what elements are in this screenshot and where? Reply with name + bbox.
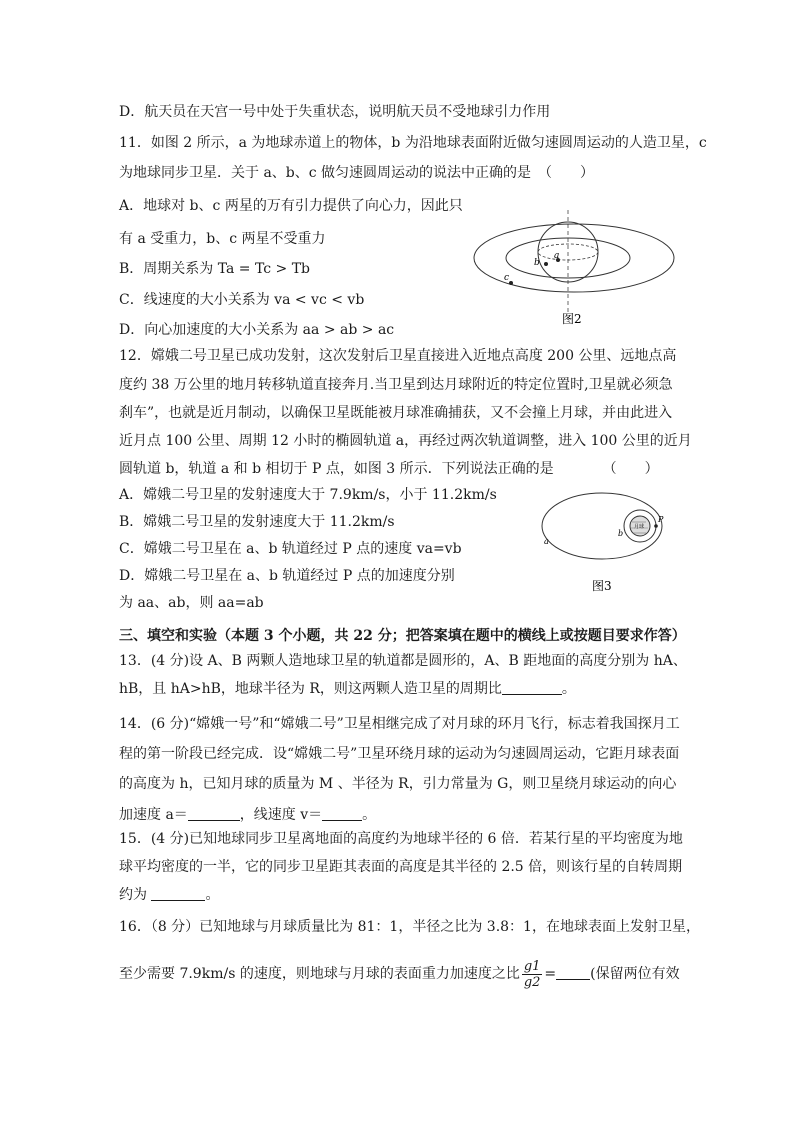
q12-stem-line1: 12．嫦娥二号卫星已成功发射，这次发射后卫星直接进入近地点高度 200 公里、远地点高 xyxy=(119,348,677,364)
q11-option-a-line1: A．地球对 b、c 两星的万有引力提供了向心力，因此只 xyxy=(119,198,463,214)
q13-line1: 13．(4 分)设 A、B 两颗人造地球卫星的轨道都是圆形的，A、B 距地面的高度分别为 hA、 xyxy=(119,653,687,669)
q12-stem-line5: 圆轨道 b，轨道 a 和 b 相切于 P 点，如图 3 所示．下列说法正确的是 （ ） xyxy=(119,461,659,477)
q13-answer-blank[interactable] xyxy=(502,680,562,695)
q14-line4 xyxy=(119,806,376,824)
q12-stem-line3: 刹车”，也就是近月制动，以确保卫星既能被月球准确捕获，又不会撞上月球，并由此进入 xyxy=(119,405,673,421)
q16-frac-den: g2 xyxy=(523,974,541,990)
fig2-label-b: b xyxy=(534,258,540,268)
q12-stem-line2: 度约 38 万公里的地月转移轨道直接奔月.当卫星到达月球附近的特定位置时,卫星就必须急 xyxy=(119,377,673,393)
q15-line1: 15．(4 分)已知地球同步卫星离地面的高度约为地球半径的 6 倍．若某行星的平均密度为地 xyxy=(119,831,683,847)
q14-line4a: 加速度 a＝ xyxy=(119,807,188,823)
q12-stem-line4: 近月点 100 公里、周期 12 小时的椭圆轨道 a，再经过两次轨道调整，进入 100 公里的近月 xyxy=(119,433,692,449)
q11-option-c: C．线速度的大小关系为 va < vc < vb xyxy=(119,292,365,308)
q14-velocity-blank[interactable] xyxy=(322,806,362,821)
q12-option-b: B．嫦娥二号卫星的发射速度大于 11.2km/s xyxy=(119,514,395,530)
q16-line2a: 至少需要 7.9km/s 的速度，则地球与月球的表面重力加速度之比 xyxy=(119,966,520,982)
q15-line2: 球平均密度的一半，它的同步卫星距其表面的高度是其半径的 2.5 倍，则该行星的自转周期 xyxy=(119,859,683,875)
q13-line2-text: hB，且 hA>hB，地球半径为 R，则这两颗人造卫星的周期比 xyxy=(119,681,502,697)
figure-3-moon-orbits xyxy=(538,488,668,598)
fig3-label-moon: 月球 xyxy=(634,524,645,530)
q14-line2: 程的第一阶段已经完成．设“嫦娥二号”卫星环绕月球的运动为匀速圆周运动，它距月球表面 xyxy=(119,746,680,762)
q10-option-d: D．航天员在天宫一号中处于失重状态，说明航天员不受地球引力作用 xyxy=(119,104,551,120)
fig2-caption: 图2 xyxy=(562,312,582,326)
q12-option-a: A．嫦娥二号卫星的发射速度大于 7.9km/s，小于 11.2km/s xyxy=(119,487,497,503)
q16-answer-blank[interactable] xyxy=(556,965,590,980)
fig2-label-a: a xyxy=(554,251,560,261)
fig3-label-b: b xyxy=(618,529,624,538)
fig2-label-c: c xyxy=(504,273,510,283)
q11-stem-line2: 为地球同步卫星．关于 a、b、c 做匀速圆周运动的说法中正确的是 （ ） xyxy=(119,165,595,181)
q12-option-d-line2: 为 aa、ab，则 aa=ab xyxy=(119,595,264,611)
fig3-label-a: a xyxy=(544,537,549,546)
q13-line2-end: 。 xyxy=(561,681,576,697)
fig3-caption: 图3 xyxy=(592,579,612,593)
q15-line3-end: 。 xyxy=(205,887,220,903)
q12-option-c: C．嫦娥二号卫星在 a、b 轨道经过 P 点的速度 va=vb xyxy=(119,541,462,557)
q14-accel-blank[interactable] xyxy=(188,806,240,821)
fig3-label-p: P xyxy=(658,515,664,524)
q13-line2 xyxy=(119,680,576,698)
figure-2-orbits xyxy=(470,208,680,338)
q11-option-b: B．周期关系为 Ta = Tc > Tb xyxy=(119,261,310,277)
q16-frac-num: g1 xyxy=(523,958,541,974)
q16-line2b: = xyxy=(544,966,557,982)
q11-option-a-line2: 有 a 受重力，b、c 两星不受重力 xyxy=(119,231,326,247)
q14-line3: 的高度为 h，已知月球的质量为 M 、半径为 R，引力常量为 G，则卫星绕月球运动的向心 xyxy=(119,776,677,792)
q14-line1: 14．(6 分)“嫦娥一号”和“嫦娥二号”卫星相继完成了对月球的环月飞行，标志着我国探月工 xyxy=(119,716,680,732)
q14-line4c: 。 xyxy=(362,807,377,823)
q16-line1: 16．（8 分）已知地球与月球质量比为 81：1，半径之比为 3.8：1，在地球表面上发射卫星， xyxy=(119,919,700,935)
q15-answer-blank[interactable] xyxy=(151,886,205,901)
q15-line3 xyxy=(119,886,219,904)
q14-line4b: ，线速度 v＝ xyxy=(239,807,323,823)
q15-line3-text: 约为 xyxy=(119,887,152,903)
q12-option-d-line1: D．嫦娥二号卫星在 a、b 轨道经过 P 点的加速度分别 xyxy=(119,568,455,584)
section-3-heading: 三、填空和实验（本题 3 个小题，共 22 分；把答案填在题中的横线上或按题目要求作答） xyxy=(119,628,686,644)
q11-option-d: D．向心加速度的大小关系为 aa > ab > ac xyxy=(119,322,395,338)
q16-ratio-fraction xyxy=(522,959,543,990)
q16-line2c: (保留两位有效 xyxy=(590,966,680,982)
q11-stem-line1: 11．如图 2 所示，a 为地球赤道上的物体，b 为沿地球表面附近做匀速圆周运动的人造卫星，c xyxy=(119,135,707,151)
q16-line2 xyxy=(119,956,680,992)
